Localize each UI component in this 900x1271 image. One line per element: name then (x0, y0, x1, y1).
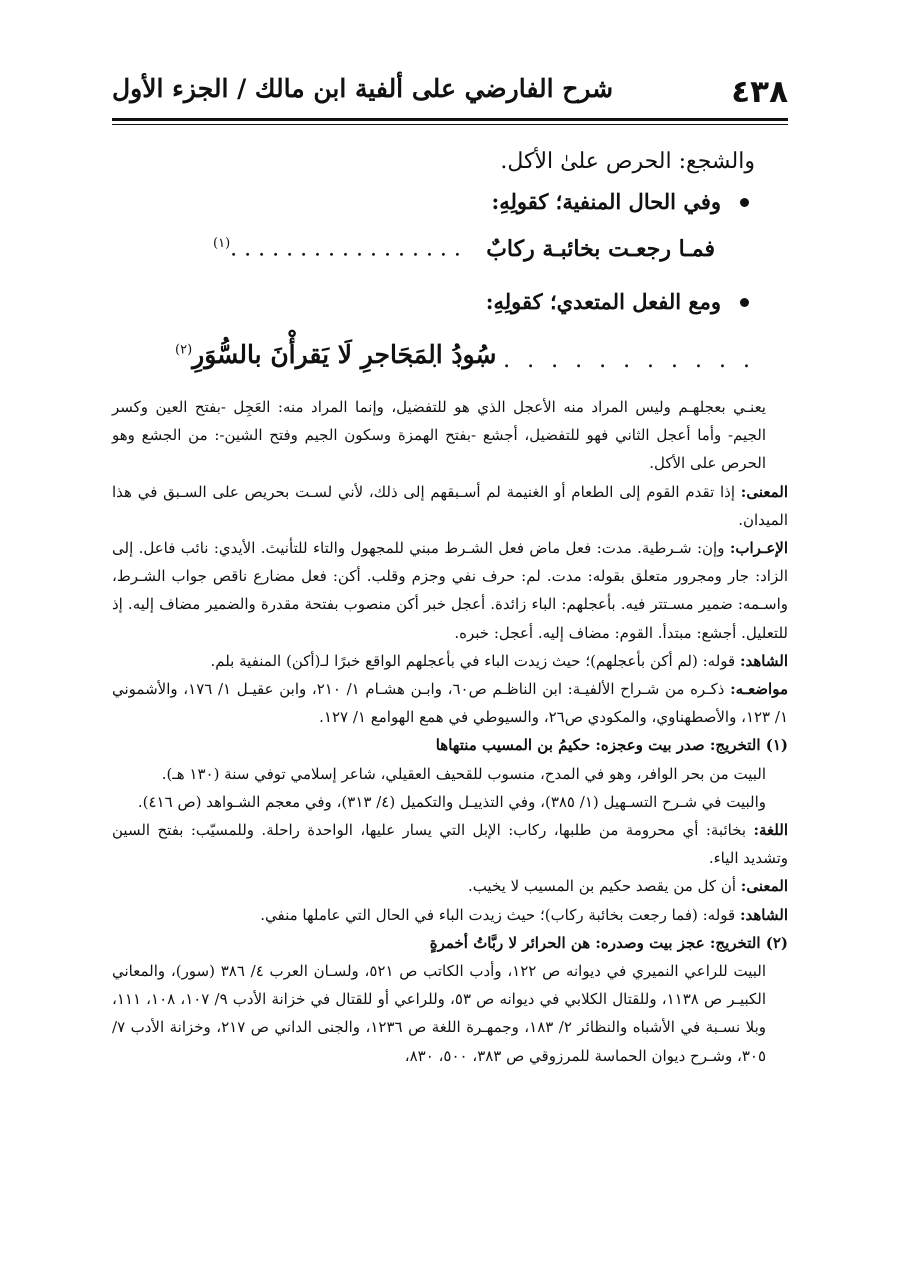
header-rule-thin (112, 124, 788, 125)
paragraph-text: قوله: (فما رجعت بخائبة ركاب)؛ حيث زيدت الباء في الحال التي عاملها منفي. (260, 905, 740, 924)
paragraph-text: إذا تقدم القوم إلى الطعام أو الغنيمة لم أسـبقهم إلى ذلك، لأني لسـت بحريص على السـبق في هذا الميدان. (112, 482, 788, 529)
paragraph (112, 534, 788, 647)
paragraph-text: بخائبة: أي محرومة من طلبها، ركاب: الإبل التي يسار عليها، الواحدة راحلة. وللمسيّب: بفتح السين وتشديد الياء. (112, 821, 788, 868)
verse-dots: . . . . . . . . . . . . . . . (407, 348, 755, 373)
verse-text: فمـا رجعـت بخائبـة ركابٌ (486, 236, 715, 262)
label: الإعـراب: (729, 539, 788, 558)
verse-line (175, 228, 755, 276)
footnote-heading: (٢) التخريج: عجز بيت وصدره: هن الحرائر لا ربَّاتُ أخمرةٍ (429, 933, 788, 952)
commentary (112, 393, 788, 1070)
bullet-icon (740, 198, 749, 207)
footnote-text (112, 872, 788, 900)
footnote-text: البيت من بحر الوافر، وهو في المدح، منسوب للقحيف العقيلي، شاعر إسلامي توفي سنة (١٣٠ هـ). (161, 764, 766, 783)
header-rule (112, 118, 788, 121)
bullet-icon (740, 298, 749, 307)
label: المعنى: (740, 877, 788, 896)
verse-line (175, 328, 755, 376)
bullet-text: وفي الحال المنفية؛ كقولِهِ: (491, 189, 721, 214)
footnote-heading: (١) التخريج: صدر بيت وعجزه: حكيمُ بن المسيب منتهاها (435, 736, 788, 755)
label: مواضعـه: (730, 680, 788, 699)
paragraph-text: ذكـره من شـراح الألفيـة: ابن الناظـم ص٦٠، وابـن هشـام ١/ ٢١٠، وابن عقيـل ١/ ١٧٦، والأشموني ١/ ١٢٣، والأصطهناوي، والمكودي ص٢٦، والسيوطي في همع الهوامع ١/ ١٢٧. (112, 680, 788, 727)
verse-text: سُودُ المَحَاجرِ لَا يَقرأْنَ بالسُّوَرِ (192, 340, 497, 369)
paragraph-text: أن كل من يقصد حكيم بن المسيب لا يخيب. (467, 877, 741, 896)
footnote-text (112, 816, 788, 872)
page-number: ٤٣٨ (731, 74, 788, 110)
page-header (112, 70, 788, 116)
paragraph (112, 478, 788, 534)
running-title: شرح الفارضي على ألفية ابن مالك / الجزء الأول (112, 74, 614, 103)
paragraph: يعنـي بعجلهـم وليس المراد منه الأعجل الذي هو للتفضيل، وإنما المراد منه: العَجِل -بفتح العين وكسر الجيم- وأما أعجل الثاني فهو للتفضيل، أجشع -بفتح الهمزة وسكون الجيم وفتح الشين-: من الجشع وهو الحرص على الأكل. (112, 398, 766, 473)
label: الشاهد: (739, 905, 788, 924)
dots-text: . . . . . . . . . . . . . . . . . (230, 236, 461, 262)
footnote-text (112, 901, 788, 929)
bullet-text: ومع الفعل المتعدي؛ كقولِهِ: (485, 289, 721, 314)
main-text (175, 142, 755, 382)
footnote-text: والبيت في شـرح التسـهيل (١/ ٣٨٥)، وفي التذييـل والتكميل (٤/ ٣١٣)، وفي معجم الشـواهد (ص ٤١٦). (137, 792, 766, 811)
label: الشاهد: (739, 651, 788, 670)
verse-hemistich (486, 236, 715, 262)
label: المعنى: (740, 482, 788, 501)
intro-line: والشجع: الحرص علىٰ الأكل. (500, 149, 755, 174)
label: اللغة: (753, 821, 788, 840)
footnote-ref: (٢) (175, 342, 193, 358)
verse-hemistich (175, 340, 496, 369)
verse-dots (213, 236, 461, 261)
paragraph (112, 675, 788, 731)
bullet-item (175, 182, 755, 222)
paragraph (112, 647, 788, 675)
bullet-item (175, 282, 755, 322)
paragraph-text: وإن: شـرطية. مدت: فعل ماض فعل الشـرط مبني للمجهول والتاء للتأنيث. الأيدي: نائب فاعل. إلى الزاد: جار ومجرور متعلق بقوله: مدت. لم: حرف نفي وجزم وقلب. أكن: فعل مضارع ناقص جواب الشـرط، واسـمه: ضمير مسـتتر فيه. بأعجلهم: الباء زائدة. أعجل خبر أكن منصوب بفتحة مقدرة والضمير مضاف إليه. إذ للتعليل. أجشع: مبتدأ. القوم: مضاف إليه. أعجل: خبره. (112, 539, 788, 642)
footnote-text: البيت للراعي النميري في ديوانه ص ١٢٢، وأدب الكاتب ص ٥٢١، ولسـان العرب ٤/ ٣٨٦ (سور)، والمعاني الكبيـر ص ١١٣٨، وللقتال الكلابي في ديوانه ص ٥٣، وللراعي أو للقتال في خزانة الأدب ٩/ ١٠٧، ١٠٨، ١١١، وبلا نسـبة في الأشباه والنظائر ٢/ ١٨٣، وجمهـرة اللغة ص ١٢٣٦، والجنى الداني ص ٢١٧، وخزانة الأدب ٧/ ٣٠٥، وشـرح ديوان الحماسة للمرزوقي ص ٣٨٣، ٥٠٠، ٨٣٠، (112, 962, 767, 1065)
paragraph-text: قوله: (لم أكن بأعجلهم)؛ حيث زيدت الباء في بأعجلهم الواقع خبرًا لـ(أكن) المنفية بلم. (210, 651, 740, 670)
footnote-ref: (١) (213, 236, 231, 251)
